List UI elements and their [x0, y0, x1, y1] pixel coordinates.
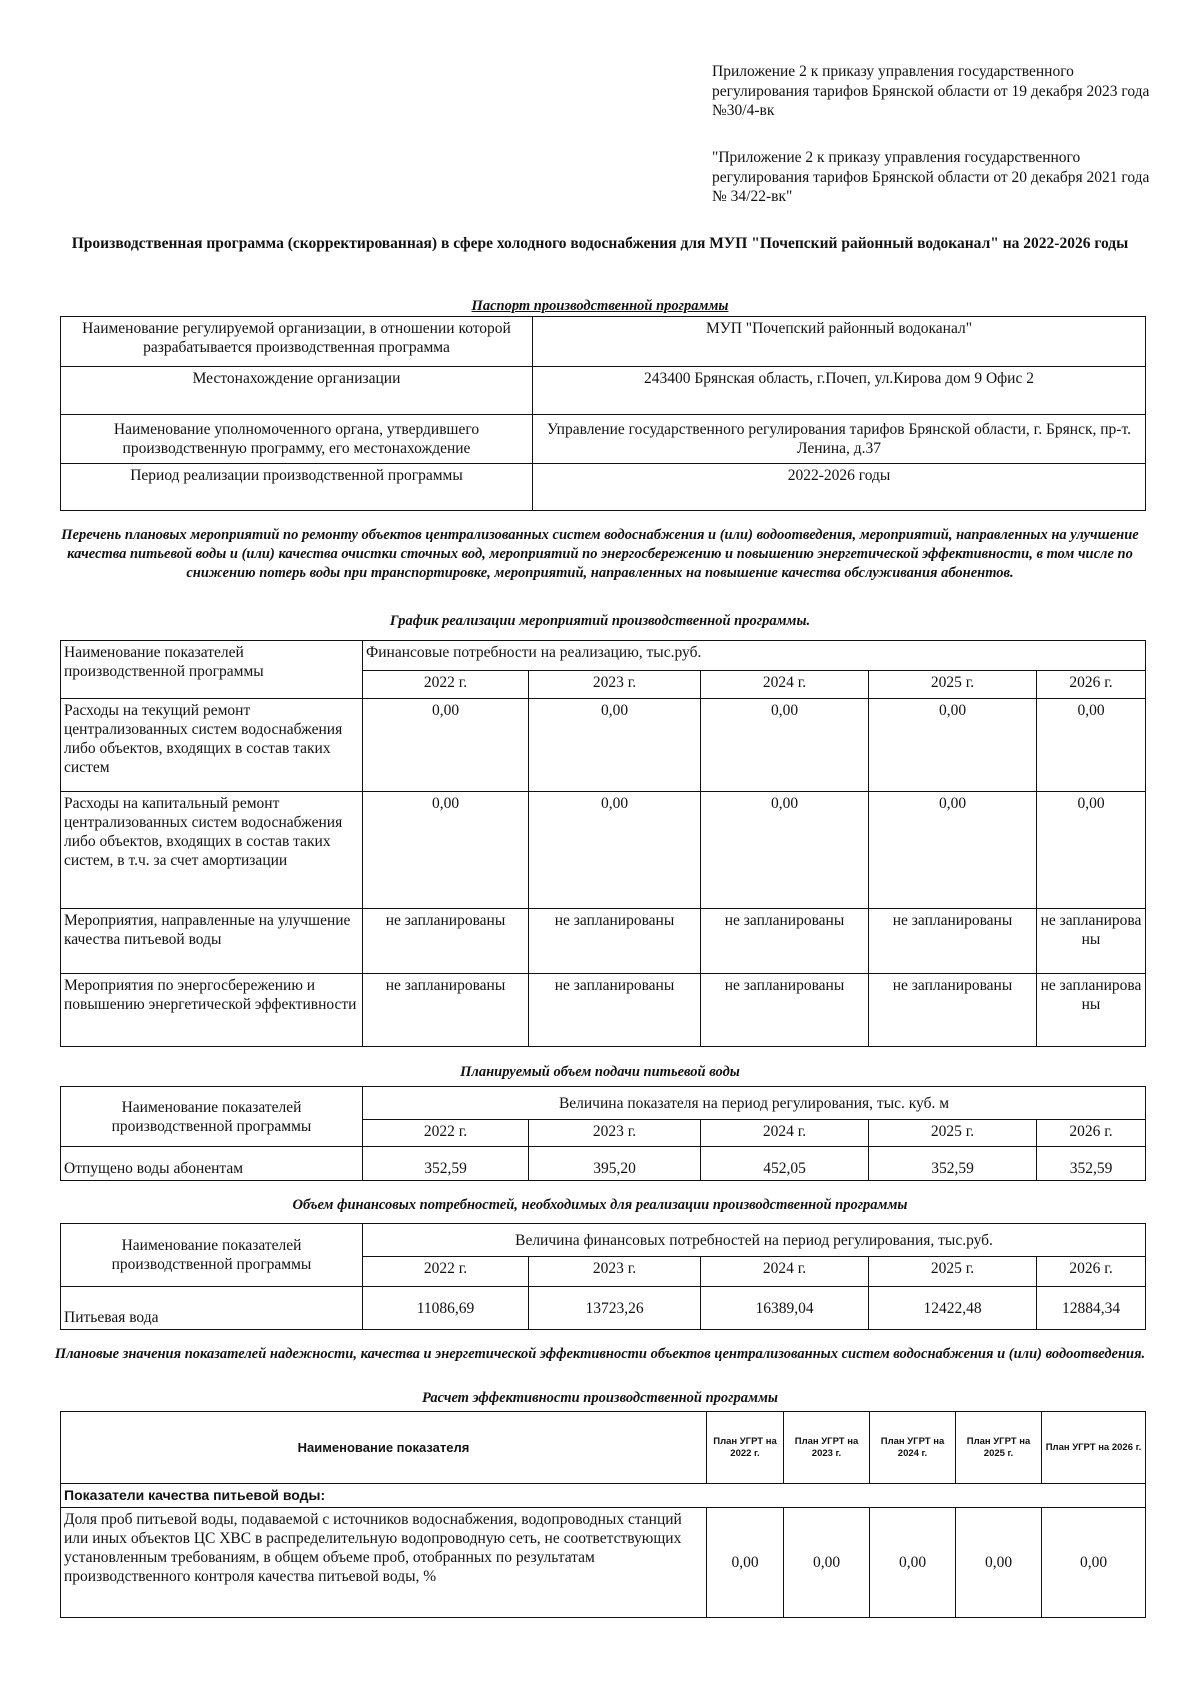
finance-col-header: Наименование показателей производственной программы	[61, 1224, 363, 1287]
annex-note-original: "Приложение 2 к приказу управления государственного регулирования тарифов Брянской области от 20 декабря 2021 года № 34/22-вк"	[712, 149, 1150, 205]
cell-value: не запланированы	[363, 974, 529, 1047]
indicators-row	[61, 1508, 1146, 1618]
cell-value: 0,00	[529, 699, 701, 792]
cell-value: 0,00	[701, 792, 869, 909]
cell-value: 452,05	[701, 1147, 869, 1181]
cell-value: 12422,48	[869, 1287, 1037, 1330]
row-label: Отпущено воды абонентам	[61, 1147, 363, 1181]
cell-value: 11086,69	[363, 1287, 529, 1330]
indicators-table	[60, 1411, 1146, 1618]
year-header: 2022 г.	[363, 1120, 529, 1147]
measures-subcaption: График реализации мероприятий производственной программы.	[389, 613, 811, 629]
volume-col-header: Наименование показателей производственной программы	[61, 1087, 363, 1147]
passport-value: Управление государственного регулирования тарифов Брянской области, г. Брянск, пр-т. Ленина, д.37	[533, 415, 1146, 464]
row-label: Мероприятия по энергосбережению и повышению энергетической эффективности	[61, 974, 363, 1047]
passport-value: 243400 Брянская область, г.Почеп, ул.Кирова дом 9 Офис 2	[533, 367, 1146, 415]
passport-value: 2022-2026 годы	[533, 464, 1146, 511]
year-header: 2026 г.	[1037, 1120, 1146, 1147]
year-header: 2022 г.	[363, 1257, 529, 1287]
year-header: 2023 г.	[529, 1257, 701, 1287]
cell-value: 0,00	[529, 792, 701, 909]
measures-row	[61, 909, 1146, 974]
row-label: Мероприятия, направленные на улучшение качества питьевой воды	[61, 909, 363, 974]
cell-value: не запланированы	[869, 974, 1037, 1047]
cell-value: 395,20	[529, 1147, 701, 1181]
volume-row	[61, 1147, 1146, 1181]
year-header: 2024 г.	[701, 671, 869, 699]
cell-value: 0,00	[869, 792, 1037, 909]
passport-table	[60, 316, 1146, 511]
plan-header: План УГРТ на 2025 г.	[956, 1412, 1042, 1484]
row-label: Питьевая вода	[61, 1287, 363, 1330]
passport-row	[61, 317, 1146, 367]
cell-value: 0,00	[1037, 699, 1146, 792]
cell-value: 0,00	[784, 1508, 870, 1618]
year-header: 2026 г.	[1037, 671, 1146, 699]
measures-col-header: Наименование показателей производственной программы	[61, 641, 363, 699]
measures-row	[61, 974, 1146, 1047]
cell-value: 0,00	[956, 1508, 1042, 1618]
cell-value: не запланированы	[1037, 974, 1146, 1047]
cell-value: не запланированы	[363, 909, 529, 974]
year-header: 2025 г.	[869, 1257, 1037, 1287]
year-header: 2024 г.	[701, 1257, 869, 1287]
measures-caption: Перечень плановых мероприятий по ремонту объектов централизованных систем водоснабжения и (или) водоотведения, мероприятий, направленных на улучшение качества питьевой воды и (или) качества очистки сточных вод, мероприятий по энергосбережению и повышению энергетической эффективности, в том числе по снижению потерь воды при транспортировке, мероприятий, направленных на повышение качества обслуживания абонентов.	[61, 527, 1139, 581]
indicators-subcaption: Расчет эффективности производственной программы	[422, 1390, 778, 1406]
plan-header: План УГРТ на 2026 г.	[1042, 1412, 1146, 1484]
measures-group-header: Финансовые потребности на реализацию, тыс.руб.	[363, 641, 1146, 671]
measures-row	[61, 792, 1146, 909]
cell-value: 16389,04	[701, 1287, 869, 1330]
cell-value: 0,00	[707, 1508, 784, 1618]
cell-value: 0,00	[870, 1508, 956, 1618]
year-header: 2026 г.	[1037, 1257, 1146, 1287]
passport-value: МУП "Почепский районный водоканал"	[533, 317, 1146, 367]
volume-group-header: Величина показателя на период регулирования, тыс. куб. м	[363, 1087, 1146, 1120]
finance-group-header: Величина финансовых потребностей на период регулирования, тыс.руб.	[363, 1224, 1146, 1257]
cell-value: 0,00	[869, 699, 1037, 792]
cell-value: 0,00	[1042, 1508, 1146, 1618]
passport-label: Наименование регулируемой организации, в отношении которой разрабатывается производственная программа	[61, 317, 533, 367]
passport-row	[61, 464, 1146, 511]
passport-label: Наименование уполномоченного органа, утвердившего производственную программу, его местонахождение	[61, 415, 533, 464]
year-header: 2024 г.	[701, 1120, 869, 1147]
volume-caption: Планируемый объем подачи питьевой воды	[460, 1064, 740, 1080]
plan-header: План УГРТ на 2023 г.	[784, 1412, 870, 1484]
cell-value: 0,00	[363, 699, 529, 792]
cell-value: 352,59	[869, 1147, 1037, 1181]
passport-label: Местонахождение организации	[61, 367, 533, 415]
plan-header: План УГРТ на 2024 г.	[870, 1412, 956, 1484]
cell-value: 0,00	[701, 699, 869, 792]
annex-note-current: Приложение 2 к приказу управления государственного регулирования тарифов Брянской области от 19 декабря 2023 года №30/4-вк	[712, 63, 1150, 119]
passport-row	[61, 415, 1146, 464]
cell-value: 12884,34	[1037, 1287, 1146, 1330]
passport-caption: Паспорт производственной программы	[471, 298, 729, 314]
year-header: 2025 г.	[869, 1120, 1037, 1147]
year-header: 2022 г.	[363, 671, 529, 699]
cell-value: не запланированы	[701, 974, 869, 1047]
finance-table	[60, 1223, 1146, 1330]
volume-table	[60, 1086, 1146, 1181]
cell-value: не запланированы	[869, 909, 1037, 974]
measures-row	[61, 699, 1146, 792]
cell-value: 352,59	[363, 1147, 529, 1181]
measures-table	[60, 640, 1146, 1047]
cell-value: 13723,26	[529, 1287, 701, 1330]
cell-value: 0,00	[1037, 792, 1146, 909]
finance-row	[61, 1287, 1146, 1330]
indicators-caption: Плановые значения показателей надежности, качества и энергетической эффективности объектов централизованных систем водоснабжения и (или) водоотведения.	[54, 1346, 1146, 1362]
section-header: Показатели качества питьевой воды:	[61, 1484, 1146, 1508]
passport-label: Период реализации производственной программы	[61, 464, 533, 511]
cell-value: 0,00	[363, 792, 529, 909]
cell-value: не запланированы	[1037, 909, 1146, 974]
row-label: Доля проб питьевой воды, подаваемой с источников водоснабжения, водопроводных станций или иных объектов ЦС ХВС в распределительную водопроводную сеть, не соответствующих установленным требованиям, в общем объеме проб, отобранных по результатам производственного контроля качества питьевой воды, %	[61, 1508, 707, 1618]
year-header: 2023 г.	[529, 1120, 701, 1147]
plan-header: План УГРТ на 2022 г.	[707, 1412, 784, 1484]
cell-value: 352,59	[1037, 1147, 1146, 1181]
indicators-col-header: Наименование показателя	[61, 1412, 707, 1484]
row-label: Расходы на капитальный ремонт централизованных систем водоснабжения либо объектов, входящих в состав таких систем, в т.ч. за счет амортизации	[61, 792, 363, 909]
passport-row	[61, 367, 1146, 415]
row-label: Расходы на текущий ремонт централизованных систем водоснабжения либо объектов, входящих в состав таких систем	[61, 699, 363, 792]
cell-value: не запланированы	[701, 909, 869, 974]
finance-caption: Объем финансовых потребностей, необходимых для реализации производственной программы	[292, 1197, 908, 1213]
document-title: Производственная программа (скорректированная) в сфере холодного водоснабжения для МУП "Почепский районный водоканал" на 2022-2026 годы	[71, 235, 1129, 252]
cell-value: не запланированы	[529, 974, 701, 1047]
year-header: 2023 г.	[529, 671, 701, 699]
cell-value: не запланированы	[529, 909, 701, 974]
year-header: 2025 г.	[869, 671, 1037, 699]
